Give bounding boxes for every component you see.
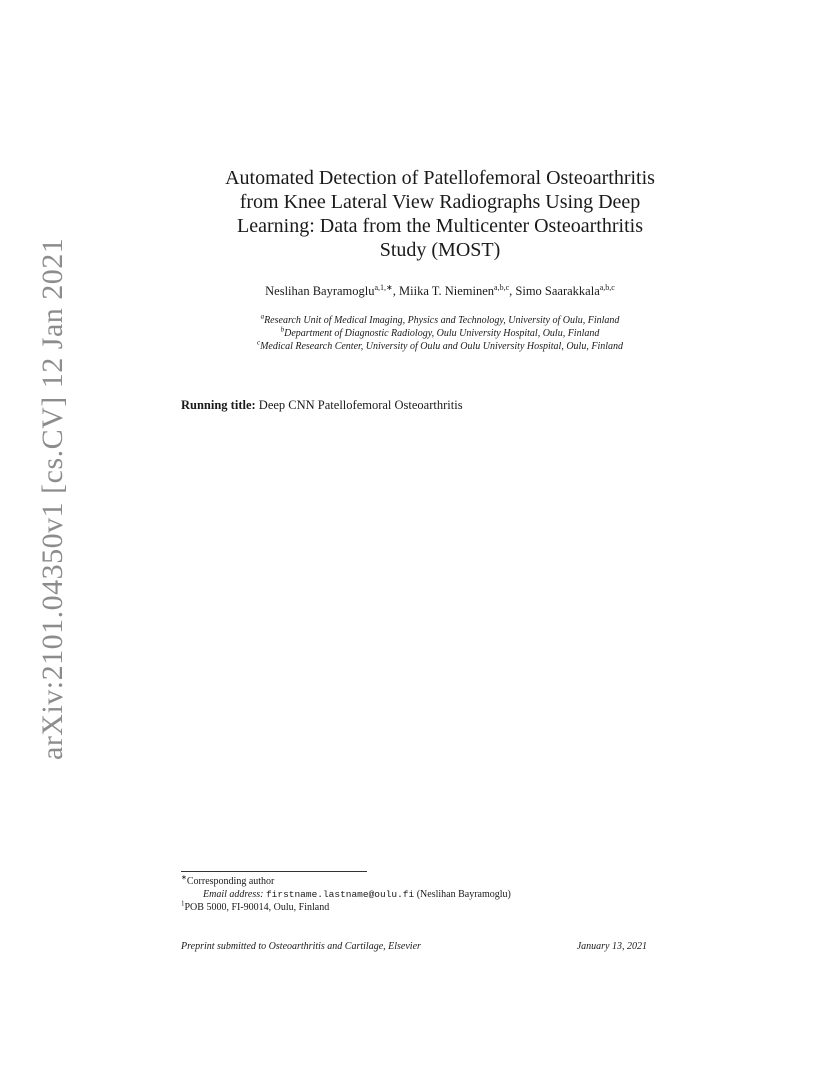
footnote-rule: [181, 871, 367, 872]
footnote-text: Corresponding author: [186, 876, 275, 887]
arxiv-identifier: arXiv:2101.04350v1 [cs.CV] 12 Jan 2021: [36, 237, 69, 760]
title-line: Learning: Data from the Multicenter Osteoarthritis: [237, 215, 643, 237]
email-address[interactable]: firstname.lastname@oulu.fi: [265, 889, 415, 900]
author-name: Neslihan Bayramoglu: [265, 284, 375, 298]
email-label: Email address:: [203, 889, 264, 900]
affiliation-mark: b: [280, 325, 285, 334]
affiliation-text: Medical Research Center, University of Oulu and Oulu University Hospital, Oulu, Finland: [260, 341, 624, 352]
preprint-date: January 13, 2021: [576, 941, 647, 952]
running-title-label: Running title:: [181, 398, 256, 412]
affiliation-text: Department of Diagnostic Radiology, Oulu University Hospital, Oulu, Finland: [284, 328, 600, 339]
footnote-mark: ∗: [181, 873, 187, 882]
footnote-corresponding: [181, 875, 661, 888]
footnote-email: [181, 888, 661, 901]
author-affiliation-marks: a,1,∗: [374, 282, 393, 292]
footnotes: [181, 875, 661, 914]
footnote-address: [181, 901, 661, 914]
running-title: [181, 398, 463, 413]
running-title-text: Deep CNN Patellofemoral Osteoarthritis: [258, 398, 463, 412]
affiliation-mark: a: [260, 312, 265, 321]
author-separator: ,: [392, 284, 400, 298]
preprint-notice: Preprint submitted to Osteoarthritis and Cartilage, Elsevier: [181, 941, 421, 952]
author-list: [160, 284, 720, 299]
author-affiliation-marks: a,b,c: [599, 282, 615, 292]
affiliation-mark: c: [256, 338, 261, 347]
footnote-mark: 1: [181, 899, 185, 908]
preprint-footer: [181, 941, 647, 952]
title-line: Study (MOST): [379, 239, 501, 261]
email-owner: (Neslihan Bayramoglu): [416, 889, 511, 900]
affiliation-text: Research Unit of Medical Imaging, Physics and Technology, University of Oulu, Finland: [264, 315, 620, 326]
affiliation: [160, 340, 720, 353]
author-separator: ,: [509, 284, 516, 298]
affiliation-list: [160, 314, 720, 353]
author-affiliation-marks: a,b,c: [494, 282, 510, 292]
title-line: Automated Detection of Patellofemoral Osteoarthritis: [225, 167, 655, 189]
affiliation: [160, 327, 720, 340]
title-line: from Knee Lateral View Radiographs Using Deep: [239, 191, 641, 213]
footnote-text: POB 5000, FI-90014, Oulu, Finland: [184, 902, 330, 913]
paper-title: [160, 166, 720, 262]
affiliation: [160, 314, 720, 327]
author-name: Miika T. Nieminen: [399, 284, 495, 298]
author-name: Simo Saarakkala: [515, 284, 600, 298]
